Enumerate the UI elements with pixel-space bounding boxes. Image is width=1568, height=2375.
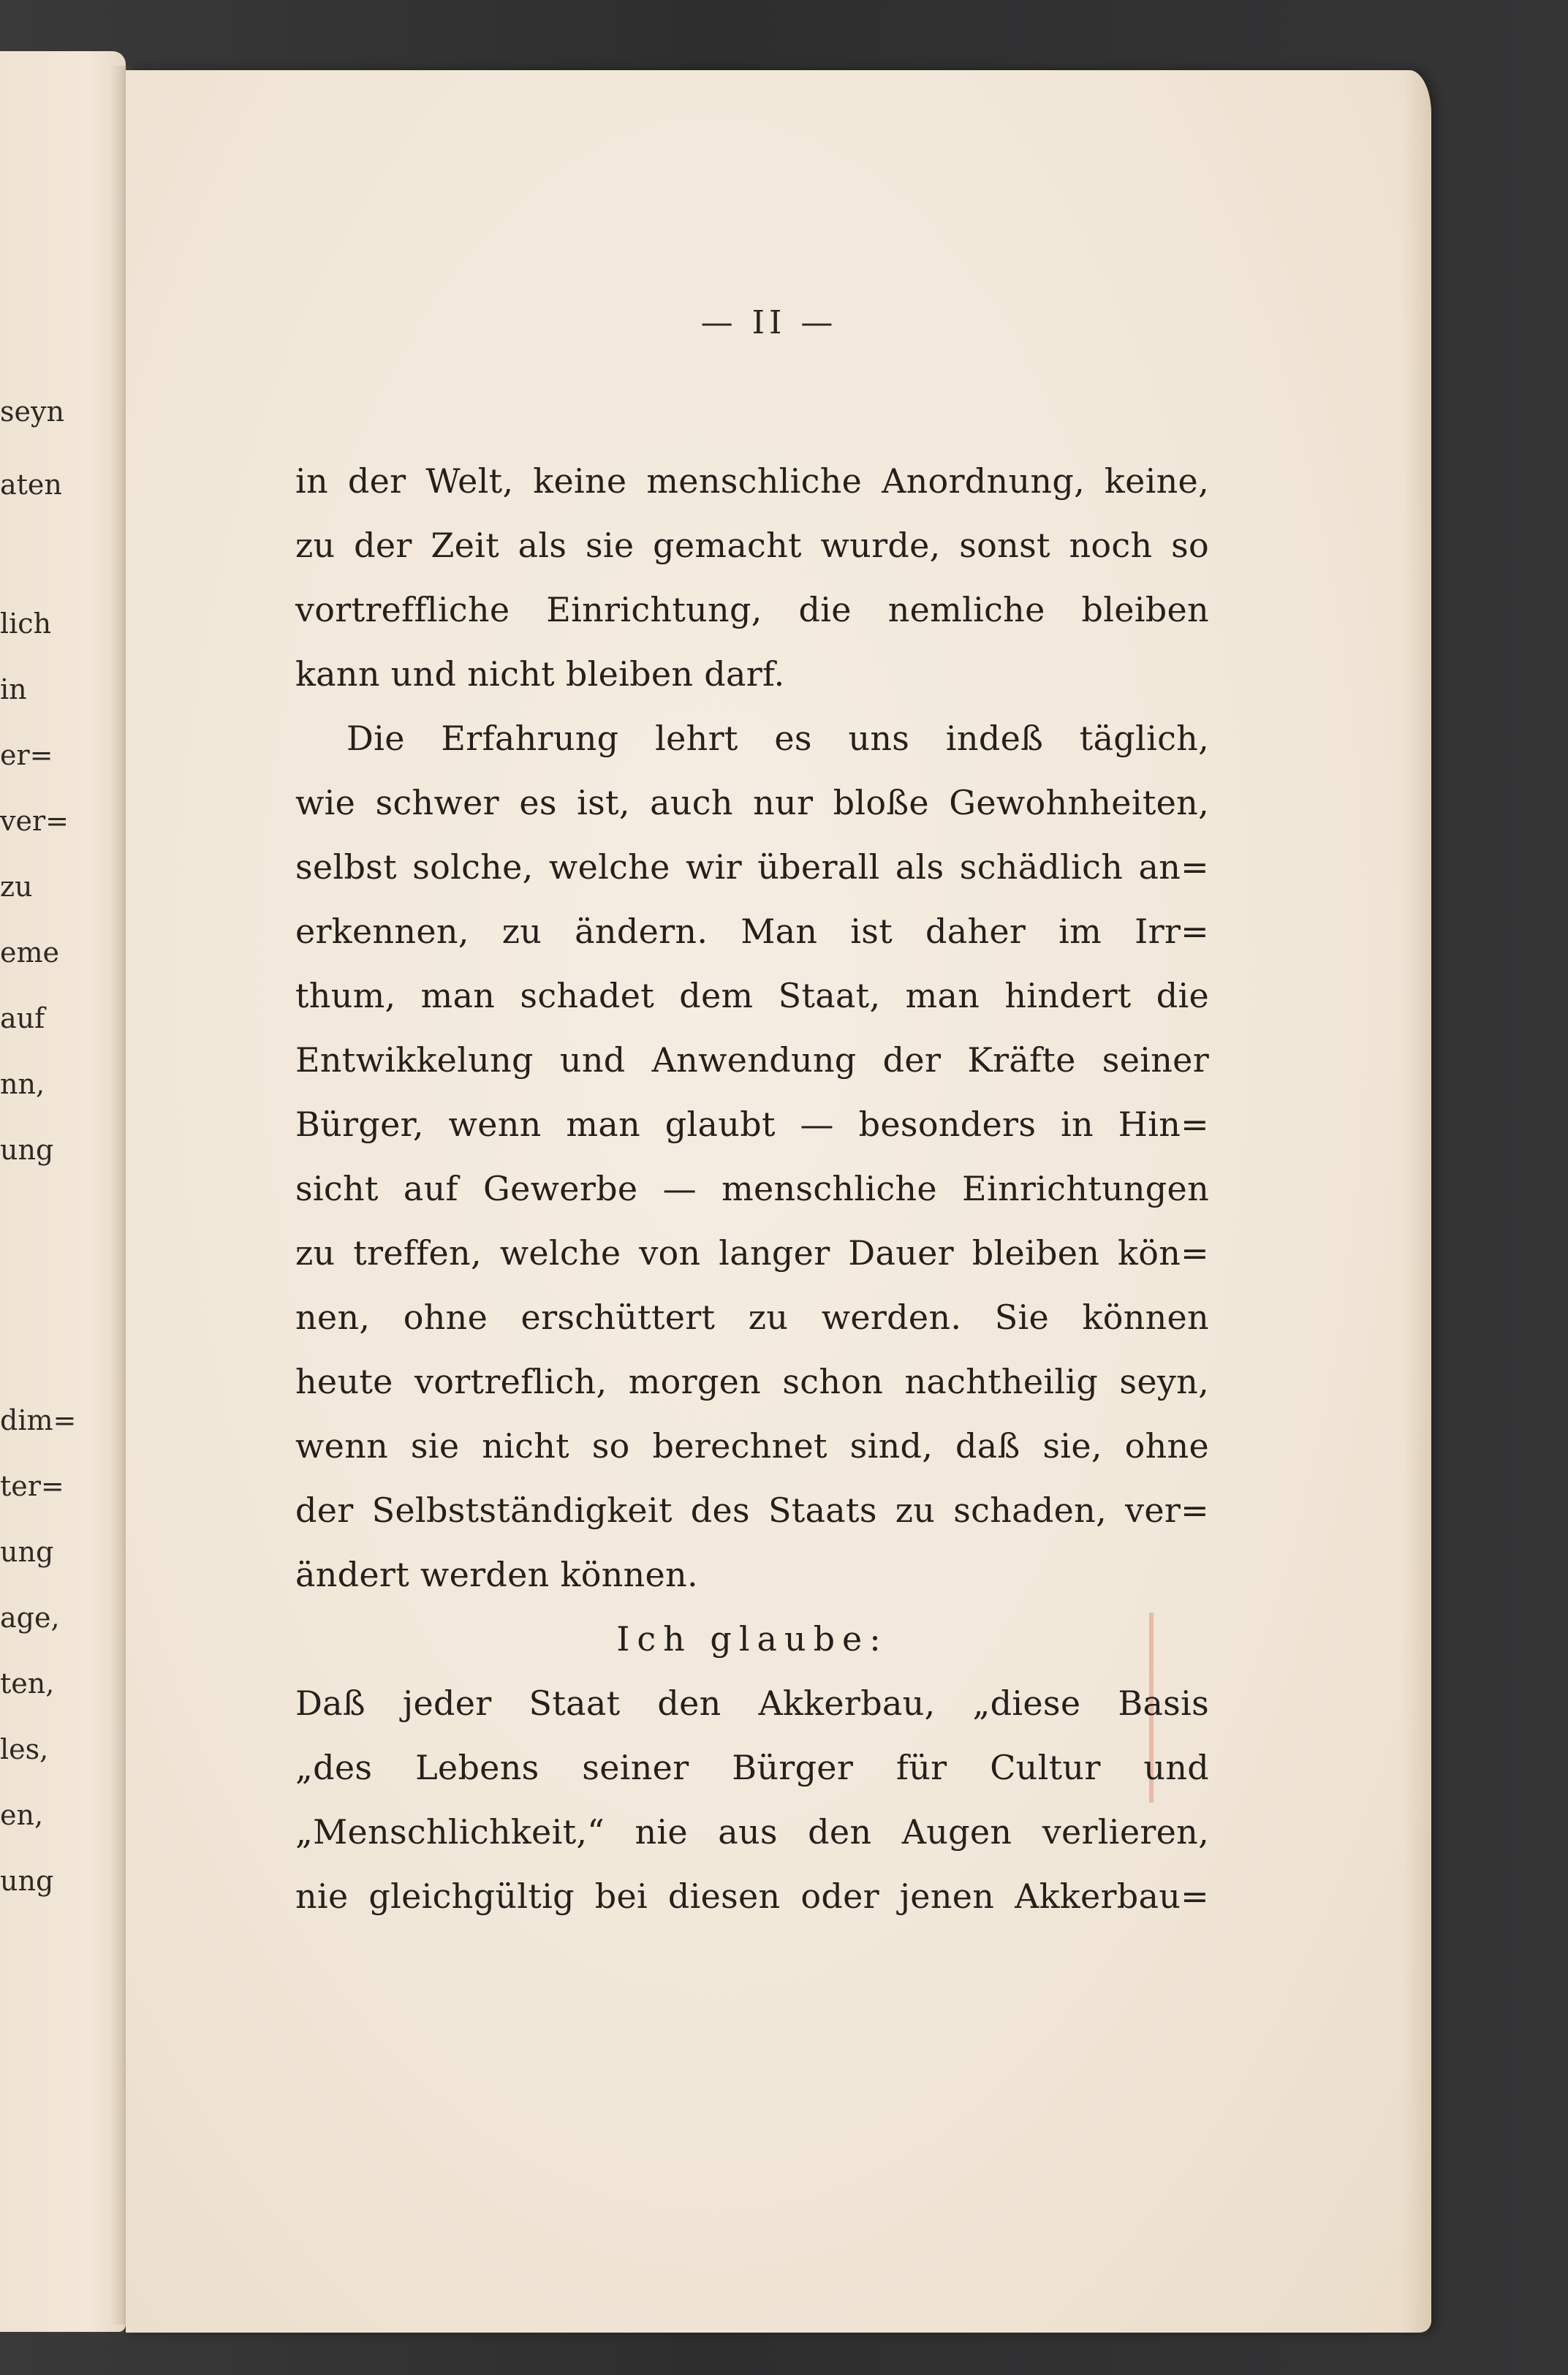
text-line: in der Welt, keine menschliche Anordnung, keine, [295,461,1209,501]
text-line: sicht auf Gewerbe — menschliche Einrichtungen [295,1169,1209,1208]
text-line: zu der Zeit als sie gemacht wurde, sonst noch so [295,526,1209,565]
previous-page-fragment: ung [0,1536,54,1568]
text-line: „des Lebens seiner Bürger für Cultur und [295,1748,1209,1787]
previous-page-fragment: eme [0,936,60,969]
text-line: der Selbstständigkeit des Staats zu schaden, ver= [295,1490,1209,1530]
text-line: selbst solche, welche wir überall als schädlich an= [295,847,1209,887]
previous-page-fragment: in [0,673,27,705]
text-line: vortreffliche Einrichtung, die nemliche bleiben [295,590,1209,629]
text-line: Daß jeder Staat den Akkerbau, „diese Basis [295,1683,1209,1723]
previous-page-fragment: ung [0,1865,54,1897]
previous-page-fragment: dim= [0,1404,77,1436]
previous-page-fragment: ten, [0,1667,55,1700]
previous-page-fragment: en, [0,1799,44,1831]
text-line: erkennen, zu ändern. Man ist daher im Irr= [295,912,1209,951]
text-line: „Menschlichkeit,“ nie aus den Augen verlieren, [295,1812,1209,1852]
text-line: Bürger, wenn man glaubt — besonders in Hin= [295,1105,1209,1144]
previous-page-fragment: auf [0,1002,45,1034]
previous-page-fragment: nn, [0,1068,45,1100]
previous-page-fragment: aten [0,469,62,501]
previous-page-fragment: ung [0,1134,54,1166]
previous-page-fragment: lich [0,607,52,640]
text-line: wenn sie nicht so berechnet sind, daß sie, ohne [295,1426,1209,1466]
text-line: thum, man schadet dem Staat, man hindert die [295,976,1209,1015]
previous-page-fragment: ter= [0,1470,64,1502]
text-line: Die Erfahrung lehrt es uns indeß täglich, [346,719,1209,758]
body-text [295,449,1209,1928]
page-number: — II — [700,304,838,341]
text-line: ändert werden können. [295,1555,698,1594]
text-line: wie schwer es ist, auch nur bloße Gewohnheiten, [295,783,1209,822]
previous-page-fragment: age, [0,1602,60,1634]
text-line: Entwikkelung und Anwendung der Kräfte seiner [295,1040,1209,1080]
text-line: nen, ohne erschüttert zu werden. Sie können [295,1298,1209,1337]
previous-page-fragment: zu [0,871,33,903]
section-heading: Ich glaube: [616,1619,888,1659]
current-page [126,70,1431,2333]
previous-page-fragment: ver= [0,805,69,837]
previous-page-fragment: les, [0,1733,49,1765]
text-line: zu treffen, welche von langer Dauer bleiben kön= [295,1233,1209,1273]
page-edge-shading [1402,70,1431,2333]
text-line: heute vortreflich, morgen schon nachtheilig seyn, [295,1362,1209,1401]
previous-page-fragment: seyn [0,395,64,428]
previous-page [0,51,126,2332]
previous-page-fragment: er= [0,739,53,771]
text-line: nie gleichgültig bei diesen oder jenen Akkerbau= [295,1876,1209,1916]
text-line: kann und nicht bleiben darf. [295,654,785,694]
